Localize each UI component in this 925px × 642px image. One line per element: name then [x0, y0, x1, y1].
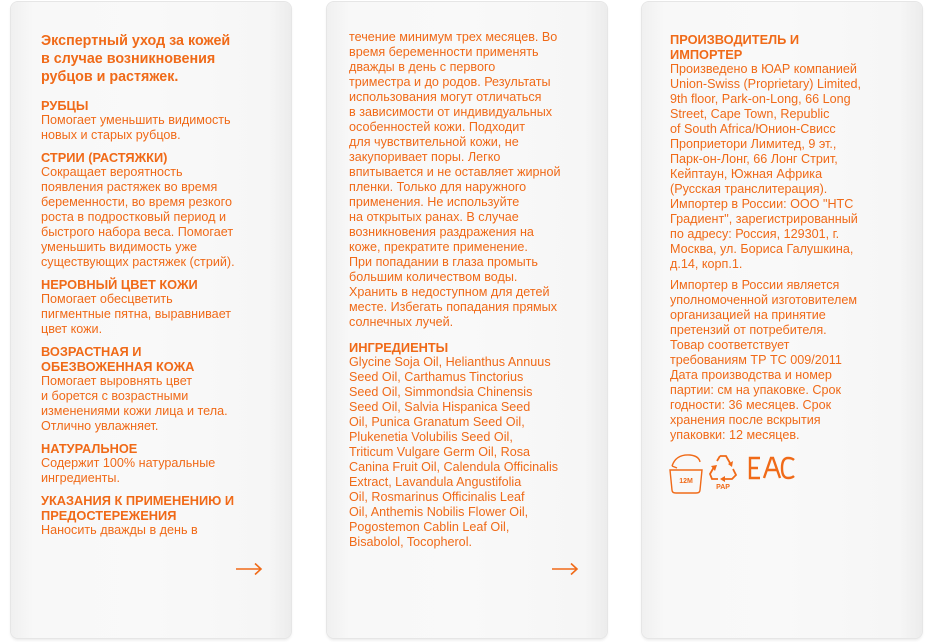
producer-text: Произведено в ЮАР компанией Union-Swiss (Proprietary) Limited, 9th floor, Park-on-Long, 66 Long Street, Cape Town, Republic of South Africa/Юнион-Свисс Проприетори Лимитед, 9 эт., Парк-он-Лонг, 66 Лонг Стрит, Кейптаун, Южная Африка (Русская транслитерация). Импортер в России: ООО "НТС Градиент", зарегистрированный по адресу: Россия, 129301, г. Москва, ул. Бориса Галушкина, д.14, корп.1.	[670, 62, 862, 271]
directions-content	[349, 30, 595, 557]
panel-manufacturer	[642, 2, 922, 638]
directions-continued-text: течение минимум трех месяцев. Во время беременности применять дважды в день с первого триместра и до родов. Результаты использования могут отличаться в зависимости от индивидуальных особенностей кожи. Подходит для чувствительной кожи, не закупоривает поры. Легко впитывается и не оставляет жирной пленки. Только для наружного применения. Не используйте на открытых ранах. В случае возникновения раздражения на коже, прекратите применение. При попадании в глаза промыть большим количеством воды. Хранить в недоступном для детей месте. Избегать попадания прямых солнечных лучей.	[349, 30, 561, 329]
section-text-directions: Наносить дважды в день в	[41, 523, 198, 537]
section-title-scars: РУБЦЫ	[41, 98, 89, 113]
importer-text: Импортер в России является уполномоченной изготовителем организацией на принятие претензий от потребителя. Товар соответствует требованиям ТР ТС 009/2011 Дата производства и номер партии: см на упаковке. Срок годности: 36 месяцев. Срок хранения после вскрытия упаковки: 12 месяцев.	[670, 278, 857, 442]
benefits-content	[41, 32, 279, 545]
section-text-aging-skin: Помогает выровнять цвет и борется с возрастными изменениями кожи лица и тела. Отлично увлажняет.	[41, 374, 228, 433]
section-title-directions: УКАЗАНИЯ К ПРИМЕНЕНИЮ И ПРЕДОСТЕРЕЖЕНИЯ	[41, 493, 235, 523]
ingredients-title: ИНГРЕДИЕНТЫ	[349, 340, 449, 355]
section-title-uneven-tone: НЕРОВНЫЙ ЦВЕТ КОЖИ	[41, 277, 198, 292]
arrow-right-icon	[235, 562, 263, 576]
arrow-right-icon	[551, 562, 579, 576]
recycle-pap-icon	[708, 452, 738, 482]
ingredients-text: Glycine Soja Oil, Helianthus Annuus Seed Oil, Carthamus Tinctorius Seed Oil, Simmondsia Chinensis Seed Oil, Salvia Hispanica Seed Oil, Punica Granatum Seed Oil, Plukenetia Volubilis Seed Oil, Triticum Vulgare Germ Oil, Rosa Canina Fruit Oil, Calendula Officinalis Extract, Lavandula Angustifolia Oil, Rosmarinus Officinalis Leaf Oil, Anthemis Nobilis Flower Oil, Pogostemon Cablin Leaf Oil, Bisabolol, Tocopherol.	[349, 355, 559, 549]
pao-label: 12M	[679, 478, 693, 485]
section-text-stretch-marks: Сокращает вероятность появления растяжек во время беременности, во время резкого роста в подростковый период и быстрого набора веса. Помогает уменьшить видимость уже существующих растяжек (стрий).	[41, 165, 235, 269]
section-title-aging-skin: ВОЗРАСТНАЯ И ОБЕЗВОЖЕННАЯ КОЖА	[41, 344, 195, 374]
section-text-scars: Помогает уменьшить видимость новых и старых рубцов.	[41, 113, 231, 142]
open-jar-12m-icon	[666, 452, 706, 496]
section-text-uneven-tone: Помогает обесцветить пигментные пятна, выравнивает цвет кожи.	[41, 292, 232, 336]
panel-benefits	[11, 2, 291, 638]
section-title-natural: НАТУРАЛЬНОЕ	[41, 441, 138, 456]
packaging-symbols	[666, 450, 806, 498]
recycle-label: PAP	[716, 484, 730, 491]
manufacturer-title: ПРОИЗВОДИТЕЛЬ И ИМПОРТЕР	[670, 32, 800, 62]
section-text-natural: Содержит 100% натуральные ингредиенты.	[41, 456, 216, 485]
intro-heading: Экспертный уход за кожей в случае возникновения рубцов и растяжек.	[41, 33, 231, 85]
manufacturer-content	[670, 32, 910, 449]
panel-directions-ingredients	[327, 2, 607, 638]
section-title-stretch-marks: СТРИИ (РАСТЯЖКИ)	[41, 150, 168, 165]
eac-mark-icon	[748, 456, 796, 480]
